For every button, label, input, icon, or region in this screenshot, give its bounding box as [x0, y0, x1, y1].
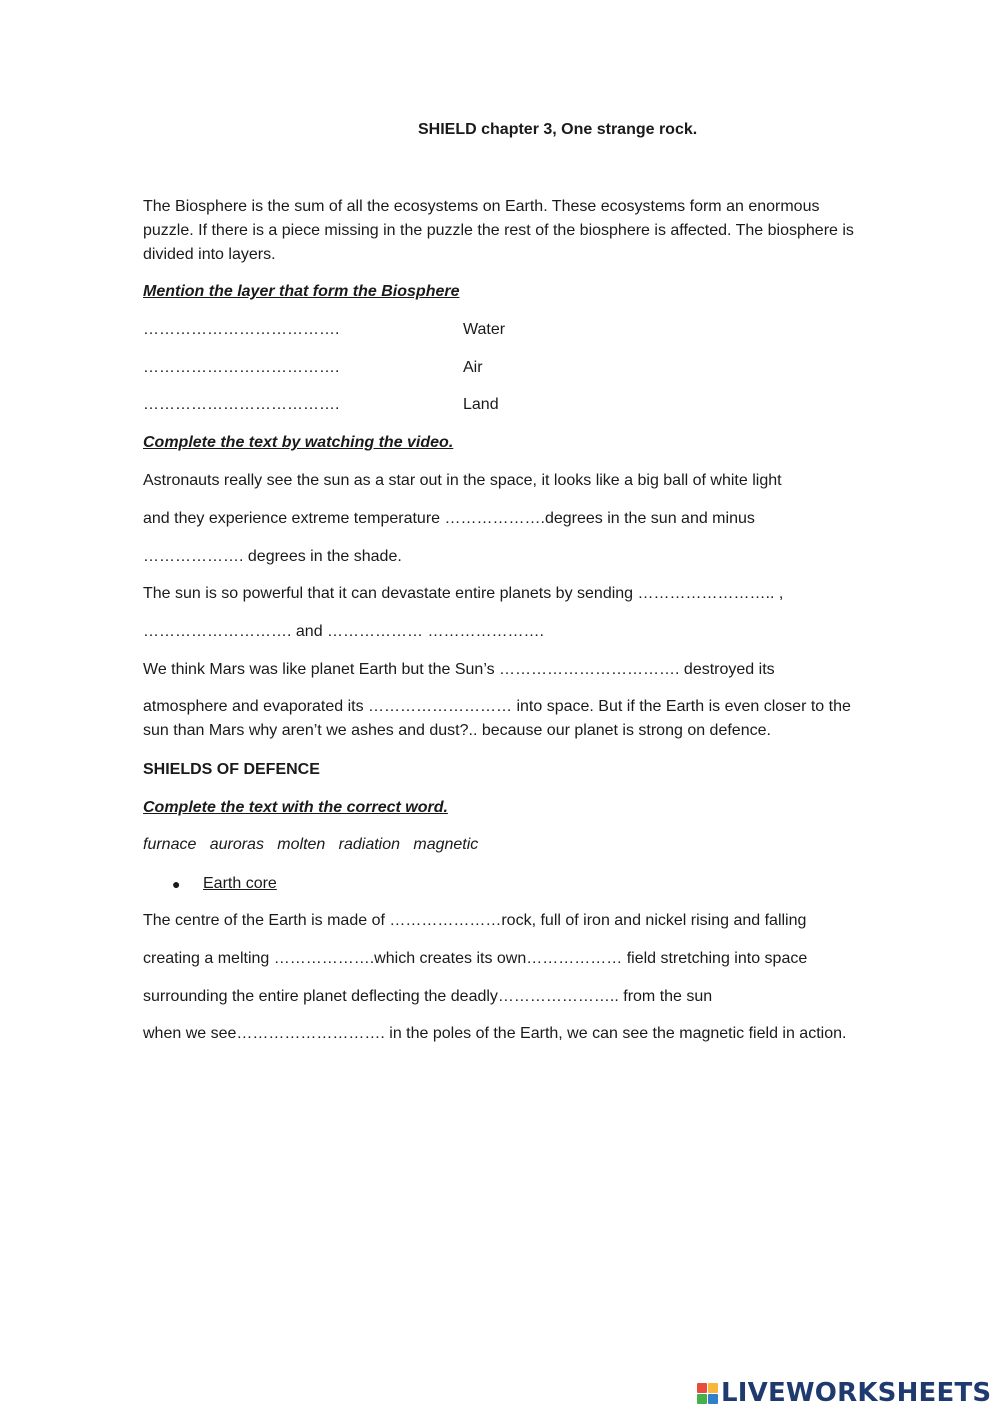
liveworksheets-logo-icon [697, 1383, 718, 1404]
layer-blank-2[interactable]: ………………………………. [143, 359, 340, 376]
layer-label-air: Air [463, 359, 483, 376]
video-text-line-3[interactable]: ………………. degrees in the shade. [143, 548, 402, 565]
shields-title: SHIELDS OF DEFENCE [143, 761, 320, 778]
liveworksheets-logo [697, 1378, 991, 1408]
core-text-line-3[interactable]: surrounding the entire planet deflecting the deadly………………….. from the sun [143, 988, 713, 1005]
layer-blank-1[interactable]: ………………………………. [143, 321, 340, 338]
logo-text: LIVEWORKSHEETS [721, 1378, 992, 1408]
layers-heading: Mention the layer that form the Biosphere [143, 283, 460, 300]
video-text-line-5[interactable]: ………………………. and ……………… …………………. [143, 623, 544, 640]
core-text-line-2[interactable]: creating a melting ……………….which creates its own……………… field stretching into space [143, 950, 808, 967]
bullet-dot-icon: ● [172, 876, 181, 892]
layer-blank-3[interactable]: ………………………………. [143, 396, 340, 413]
core-text-line-1[interactable]: The centre of the Earth is made of …………………rock, full of iron and nickel rising and falling [143, 912, 807, 929]
core-text-line-4[interactable]: when we see………………………. in the poles of the Earth, we can see the magnetic field in action. [143, 1025, 847, 1042]
video-text-line-4[interactable]: The sun is so powerful that it can devastate entire planets by sending …………………….. , [143, 585, 784, 602]
layer-label-water: Water [463, 321, 506, 338]
video-text-line-1: Astronauts really see the sun as a star out in the space, it looks like a big ball of white light [143, 472, 782, 489]
video-text-line-7[interactable]: atmosphere and evaporated its ……………………… into space. But if the Earth is even closer to the sun than Mars why aren’t we ashes and dust?.. because our planet is strong on defence. [143, 698, 851, 739]
intro-paragraph: The Biosphere is the sum of all the ecosystems on Earth. These ecosystems form an enormous puzzle. If there is a piece missing in the puzzle the rest of the biosphere is affected. The biosphere is divided into layers. [143, 198, 854, 263]
layer-label-land: Land [463, 396, 499, 413]
video-text-line-2[interactable]: and they experience extreme temperature ……………….degrees in the sun and minus [143, 510, 755, 527]
word-bank: furnace auroras molten radiation magnetic [143, 836, 479, 853]
video-text-line-6[interactable]: We think Mars was like planet Earth but the Sun’s ……………………………. destroyed its [143, 661, 775, 678]
correct-word-heading: Complete the text with the correct word. [143, 799, 448, 816]
video-heading: Complete the text by watching the video. [143, 434, 454, 451]
earth-core-bullet: Earth core [203, 875, 277, 892]
page-title: SHIELD chapter 3, One strange rock. [418, 121, 698, 138]
